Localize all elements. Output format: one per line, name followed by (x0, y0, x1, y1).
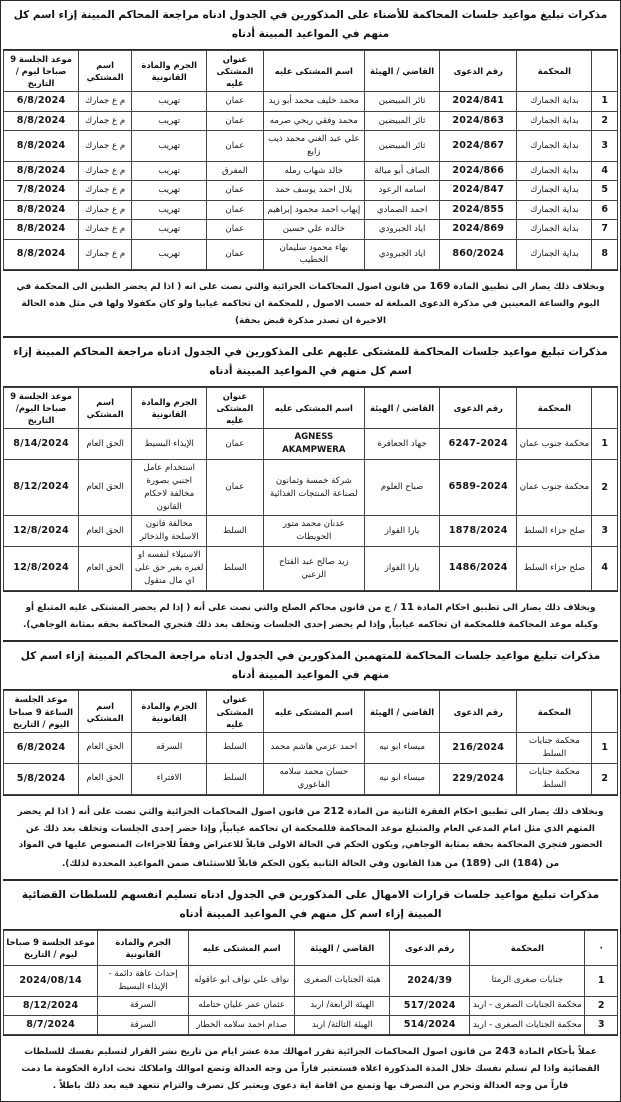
legal-note-article-212: وبخلاف ذلك يصار الى تطبيق احكام الفقرة الثانية من المادة 212 من قانون اصول المحاكمات الجزائية والتي نصت على أنه ( اذا لم يحضر المتهم الذي مثل امام المدعي العام والمتبلغ موعد المحاكمة فللمحكمة ان تحاكمه غيابياً, وإذا حضر إحدى الجلسات وتخلف بعد ذلك عن الحضور فتجري المحاكمة بحقه بمثابة الوجاهي, ويكون الحكم في الحالة الاولى قابلاً للاعتراض وفقاً للاجراءات المنصوص عليها في المواد من (184) الى (189) من هذا القانون وفي الحالة الثانية يكون الحكم قابلاً للاستئناف ضمن المواعيد المحددة لذلك). (3, 795, 618, 879)
table-row (4, 733, 618, 764)
cell-idx: 3 (592, 131, 618, 162)
cell-judge: يارا الفواز (365, 516, 440, 547)
cell-address: عمان (207, 429, 263, 460)
table-row (4, 131, 618, 162)
table-row (4, 763, 618, 794)
cell-judge: ثائر المبيضين (365, 92, 440, 111)
cell-case_no: 2024/866 (440, 161, 517, 180)
cell-complainant: م ع جمارك (79, 220, 132, 239)
cell-idx: 7 (592, 220, 618, 239)
column-header-court: المحكمة (517, 691, 592, 733)
cell-address: عمان (207, 200, 263, 219)
cell-complainant: م ع جمارك (79, 239, 132, 270)
cell-idx: 6 (592, 200, 618, 219)
column-header-case_no: رقم الدعوى (440, 387, 517, 429)
column-header-complainant: اسم المشتكي (79, 387, 132, 429)
cell-case_no: 6589-2024 (440, 459, 517, 516)
table-row (4, 161, 618, 180)
cell-complainant: م ع جمارك (79, 200, 132, 219)
cell-crime: تهريب (132, 200, 207, 219)
column-header-case_no: رقم الدعوى (390, 930, 470, 965)
cell-complainant: م ع جمارك (79, 92, 132, 111)
cell-court: محكمة الجنايات الصغرى - اربد (470, 996, 585, 1015)
cell-date: 5/8/2024 (4, 763, 79, 794)
cell-complainant: الحق العام (79, 459, 132, 516)
cell-defendant: محمد وفقي ريحي صرمه (263, 111, 364, 130)
cell-defendant: إيهاب احمد محمود إبراهيم (263, 200, 364, 219)
table-row (4, 239, 618, 270)
cell-court: محكمة جنوب عمان (517, 459, 592, 516)
column-header-date: موعد الجلسة 9 صباحا ليوم / التاريخ (4, 930, 98, 965)
cell-idx: 4 (592, 547, 618, 591)
notice-section-hearings-suspects (3, 1, 618, 338)
cell-crime: تهريب (132, 161, 207, 180)
cell-date: 6/8/2024 (4, 733, 79, 764)
table-row (4, 965, 618, 996)
hearings-table-defendants (3, 387, 618, 591)
cell-crime: تهريب (132, 220, 207, 239)
cell-complainant: م ع جمارك (79, 131, 132, 162)
cell-defendant: خالد شهاب رمله (263, 161, 364, 180)
column-header-crime: الجرم والمادة القانونية (132, 50, 207, 92)
cell-case_no: 216/2024 (440, 733, 517, 764)
column-header-complainant: اسم المشتكي (79, 50, 132, 92)
cell-crime: السرقة (98, 1016, 189, 1035)
column-header-address: عنوان المشتكى عليه (207, 50, 263, 92)
cell-defendant: حسان محمد سلامه الفاعوري (263, 763, 364, 794)
column-header-idx (592, 691, 618, 733)
cell-court: بداية الجمارك (517, 181, 592, 200)
cell-court: محكمة جنايات السلط (517, 763, 592, 794)
cell-court: بداية الجمارك (517, 220, 592, 239)
cell-crime: تهريب (132, 92, 207, 111)
cell-judge: جهاد الجعافرة (365, 429, 440, 460)
cell-address: المفرق (207, 161, 263, 180)
cell-defendant: علي عبد الغني محمد ذيب زايع (263, 131, 364, 162)
cell-judge: ثائر المبيضين (365, 111, 440, 130)
cell-idx: 2 (592, 763, 618, 794)
header-row (4, 387, 618, 429)
cell-address: السلط (207, 733, 263, 764)
column-header-date: موعد الجلسة الساعة 9 صباحا اليوم / التاريخ (4, 691, 79, 733)
cell-date: 8/12/2024 (4, 996, 98, 1015)
cell-address: السلط (207, 516, 263, 547)
cell-judge: ثائر المبيضين (365, 131, 440, 162)
cell-date: 8/7/2024 (4, 1016, 98, 1035)
cell-case_no: 514/2024 (390, 1016, 470, 1035)
cell-date: 8/8/2024 (4, 161, 79, 180)
cell-idx: 1 (585, 965, 618, 996)
cell-defendant: عدنان محمد متور الحويطات (263, 516, 364, 547)
cell-complainant: الحق العام (79, 733, 132, 764)
cell-complainant: م ع جمارك (79, 181, 132, 200)
cell-date: 8/8/2024 (4, 111, 79, 130)
cell-defendant: AGNESS AKAMPWERA (263, 429, 364, 460)
cell-idx: 5 (592, 181, 618, 200)
cell-idx: 8 (592, 239, 618, 270)
cell-crime: الإيذاء البسيط (132, 429, 207, 460)
table-row (4, 111, 618, 130)
cell-judge: هيئة الجنايات الصغرى (295, 965, 390, 996)
cell-judge: ميساء ابو نيه (365, 733, 440, 764)
column-header-crime: الجرم والمادة القانونية (98, 930, 189, 965)
cell-court: محكمة الجنايات الصغرى - اربد (470, 1016, 585, 1035)
cell-address: عمان (207, 459, 263, 516)
cell-crime: إحداث عاهة دائمة - الإيذاء البسيط (98, 965, 189, 996)
table-row (4, 220, 618, 239)
cell-case_no: 517/2024 (390, 996, 470, 1015)
cell-court: بداية الجمارك (517, 111, 592, 130)
cell-judge: الهيئة الرابعة/ اربد (295, 996, 390, 1015)
column-header-case_no: رقم الدعوى (440, 50, 517, 92)
cell-case_no: 1486/2024 (440, 547, 517, 591)
cell-crime: تهريب (132, 111, 207, 130)
header-row (4, 50, 618, 92)
cell-idx: 1 (592, 733, 618, 764)
column-header-idx (592, 50, 618, 92)
cell-idx: 1 (592, 92, 618, 111)
cell-crime: تهريب (132, 181, 207, 200)
column-header-idx (592, 387, 618, 429)
cell-case_no: 229/2024 (440, 763, 517, 794)
cell-judge: ميساء ابو نيه (365, 763, 440, 794)
cell-date: 8/8/2024 (4, 131, 79, 162)
notice-section-hearings-defendants (3, 338, 618, 642)
column-header-court: المحكمة (517, 387, 592, 429)
column-header-address: عنوان المشتكى عليه (207, 387, 263, 429)
cell-crime: الافتراء (132, 763, 207, 794)
table-row (4, 92, 618, 111)
column-header-crime: الجرم والمادة القانونية (132, 691, 207, 733)
table-row (4, 547, 618, 591)
column-header-idx: · (585, 930, 618, 965)
cell-case_no: 2024/869 (440, 220, 517, 239)
header-row (4, 691, 618, 733)
header-row (4, 930, 618, 965)
cell-court: صلح جزاء السلط (517, 547, 592, 591)
cell-idx: 2 (592, 459, 618, 516)
cell-court: جنايات صغرى الرمثا (470, 965, 585, 996)
column-header-date: موعد الجلسة 9 صباحا ليوم / التاريخ (4, 50, 79, 92)
cell-complainant: م ع جمارك (79, 161, 132, 180)
cell-date: 12/8/2024 (4, 547, 79, 591)
cell-case_no: 860/2024 (440, 239, 517, 270)
cell-date: 8/8/2024 (4, 200, 79, 219)
cell-case_no: 2024/847 (440, 181, 517, 200)
cell-crime: مخالفة قانون الاسلحة والذخائر (132, 516, 207, 547)
column-header-court: المحكمة (517, 50, 592, 92)
notice-section-grace-decisions (3, 881, 618, 1101)
column-header-address: عنوان المشتكى عليه (207, 691, 263, 733)
cell-date: 8/14/2024 (4, 429, 79, 460)
cell-judge: الهيئة الثالثة/ اربد (295, 1016, 390, 1035)
column-header-judge: القاضي / الهيئة (365, 387, 440, 429)
table-row (4, 429, 618, 460)
hearings-table-suspects (3, 50, 618, 270)
cell-judge: احمد الصمادي (365, 200, 440, 219)
cell-complainant: الحق العام (79, 429, 132, 460)
cell-case_no: 2024/841 (440, 92, 517, 111)
cell-crime: السرقة (98, 996, 189, 1015)
cell-idx: 4 (592, 161, 618, 180)
column-header-defendant: اسم المشتكى عليه (188, 930, 294, 965)
legal-note-article-169: وبخلاف ذلك يصار الى تطبيق المادة 169 من قانون اصول المحاكمات الجزائية والتي نصت على انه ( اذا لم يحضر الظنين الى المحكمة في اليوم والساعة المعينين في مذكرة الدعوى المبلغة له حسب الاصول , للمحكمة ان تحاكمه غيابيا ولو كان مكفولا ولها في مثل هذه الحالة الاخيرة ان تصدر مذكرة قبض بحقة) (3, 270, 618, 335)
column-header-date: موعد الجلسة 9 صباحا اليوم/التاريخ (4, 387, 79, 429)
cell-court: بداية الجمارك (517, 239, 592, 270)
cell-defendant: عثمان عمر عليان حتامله (188, 996, 294, 1015)
cell-judge: اياد الجبرودي (365, 239, 440, 270)
cell-court: محكمة جنايات السلط (517, 733, 592, 764)
cell-defendant: بلال احمد يوسف حمد (263, 181, 364, 200)
cell-defendant: محمد خليف محمد أبو زيد (263, 92, 364, 111)
cell-defendant: زيد صالح عبد الفتاح الزعبي (263, 547, 364, 591)
cell-court: بداية الجمارك (517, 92, 592, 111)
cell-court: بداية الجمارك (517, 161, 592, 180)
cell-court: بداية الجمارك (517, 131, 592, 162)
cell-crime: تهريب (132, 131, 207, 162)
cell-complainant: الحق العام (79, 763, 132, 794)
cell-address: عمان (207, 239, 263, 270)
cell-address: السلط (207, 547, 263, 591)
cell-idx: 3 (592, 516, 618, 547)
cell-date: 8/8/2024 (4, 220, 79, 239)
cell-defendant: بهاء محمود سليمان الخطيب (263, 239, 364, 270)
cell-date: 8/12/2024 (4, 459, 79, 516)
notice-section-hearings-accused (3, 642, 618, 881)
cell-case_no: 2024/867 (440, 131, 517, 162)
column-header-court: المحكمة (470, 930, 585, 965)
cell-judge: يارا الفواز (365, 547, 440, 591)
cell-court: صلح جزاء السلط (517, 516, 592, 547)
cell-date: 7/8/2024 (4, 181, 79, 200)
column-header-complainant: اسم المشتكي (79, 691, 132, 733)
cell-case_no: 6247-2024 (440, 429, 517, 460)
table-row (4, 516, 618, 547)
column-header-crime: الجرم والمادة القانونية (132, 387, 207, 429)
column-header-judge: القاضي / الهيئة (365, 691, 440, 733)
table-row (4, 996, 618, 1015)
cell-complainant: الحق العام (79, 547, 132, 591)
grace-decisions-table (3, 930, 618, 1036)
cell-idx: 1 (592, 429, 618, 460)
column-header-defendant: اسم المشتكى عليه (263, 50, 364, 92)
cell-address: السلط (207, 763, 263, 794)
section-title: مذكرات تبليغ مواعيد جلسات المحاكمة للأضناء على المذكورين في الجدول ادناه مراجعة المحاكم المبينة إزاء اسم كل منهم في المواعيد المبينة أدناه (3, 1, 618, 50)
cell-address: عمان (207, 111, 263, 130)
cell-complainant: م ع جمارك (79, 111, 132, 130)
cell-crime: استخدام عامل اجنبي بصورة مخالفة لاحكام القانون (132, 459, 207, 516)
table-row (4, 459, 618, 516)
column-header-defendant: اسم المشتكى عليه (263, 691, 364, 733)
cell-defendant: احمد عزمي هاشم محمد (263, 733, 364, 764)
cell-judge: اسامه الرعود (365, 181, 440, 200)
cell-case_no: 2024/39 (390, 965, 470, 996)
cell-case_no: 2024/855 (440, 200, 517, 219)
cell-address: عمان (207, 220, 263, 239)
column-header-case_no: رقم الدعوى (440, 691, 517, 733)
cell-date: 2024/08/14 (4, 965, 98, 996)
hearings-table-accused (3, 690, 618, 794)
cell-crime: السرقه (132, 733, 207, 764)
cell-case_no: 2024/863 (440, 111, 517, 130)
section-title: مذكرات تبليغ مواعيد جلسات قرارات الامهال على المذكورين في الجدول ادناه تسليم انفسهم للسلطات القضائية المبينة إزاء اسم كل منهم في المواعيد المبينة أدناه (3, 881, 618, 930)
column-header-judge: القاضي / الهيئة (365, 50, 440, 92)
cell-date: 12/8/2024 (4, 516, 79, 547)
column-header-defendant: اسم المشتكى عليه (263, 387, 364, 429)
cell-defendant: صدام احمد سلامه الخطار (188, 1016, 294, 1035)
cell-idx: 3 (585, 1016, 618, 1035)
cell-crime: الاستيلاء لنفسه او لغيره بغير حق على اي مال منقول (132, 547, 207, 591)
cell-case_no: 1878/2024 (440, 516, 517, 547)
cell-address: عمان (207, 181, 263, 200)
table-row (4, 1016, 618, 1035)
cell-date: 6/8/2024 (4, 92, 79, 111)
legal-note-article-11: وبخلاف ذلك يصار الى تطبيق احكام المادة 11 / ج من قانون محاكم الصلح والتي نصت على أنه ( إذا لم يحضر المشتكى عليه المتبلغ أو وكيله موعد المحاكمة فللمحكمة ان تحاكمه غيابياً, وإذا لم يحضر إحدى الجلسات وتخلف بعد ذلك فتجري المحاكمة بحقه بمثابة الوجاهي). (3, 591, 618, 640)
cell-date: 8/8/2024 (4, 239, 79, 270)
section-title: مذكرات تبليغ مواعيد جلسات المحاكمة للمشتكى عليهم على المذكورين في الجدول ادناه مراجعة المحاكم المبينة إزاء اسم كل منهم في المواعيد المبينة أدناه (3, 338, 618, 387)
legal-note-article-243: عملاً بأحكام المادة 243 من قانون اصول المحاكمات الجزائية تقرر امهالك مدة عشر ايام من تاريخ نشر القرار لتسليم نفسك للسلطات القضائية واذا لم تسلم نفسك خلال المدة المذكورة اعلاه فستعتبر فاراً من وجه العدالة وتضع اموالك واملاكك تحت ادارة الحكومة ما دمت فاراً من وجه العدالة وتحرم من التصرف بها وتمنع من اقامة اية دعوى ويعتبر كل تصرف والتزام تتعهد فيه بعد ذلك باطلاً . (3, 1035, 618, 1100)
cell-crime: تهريب (132, 239, 207, 270)
cell-court: محكمة جنوب عمان (517, 429, 592, 460)
cell-judge: اياد الجبرودي (365, 220, 440, 239)
cell-judge: صباح العلوم (365, 459, 440, 516)
cell-address: عمان (207, 131, 263, 162)
cell-idx: 2 (592, 111, 618, 130)
cell-idx: 2 (585, 996, 618, 1015)
table-row (4, 181, 618, 200)
section-title: مذكرات تبليغ مواعيد جلسات المحاكمة للمتهمين المذكورين في الجدول ادناه مراجعة المحاكم المبينة إزاء اسم كل منهم في المواعيد المبينة أدناه (3, 642, 618, 691)
cell-defendant: نواف علي نواف ابو عاقوله (188, 965, 294, 996)
column-header-judge: القاضي / الهيئة (295, 930, 390, 965)
cell-address: عمان (207, 92, 263, 111)
cell-defendant: شركة خمسة وثمانون لصناعة المنتجات الغذائية (263, 459, 364, 516)
cell-court: بداية الجمارك (517, 200, 592, 219)
cell-judge: الصاف أبو ميالة (365, 161, 440, 180)
table-row (4, 200, 618, 219)
cell-defendant: خالده علي حسين (263, 220, 364, 239)
cell-complainant: الحق العام (79, 516, 132, 547)
